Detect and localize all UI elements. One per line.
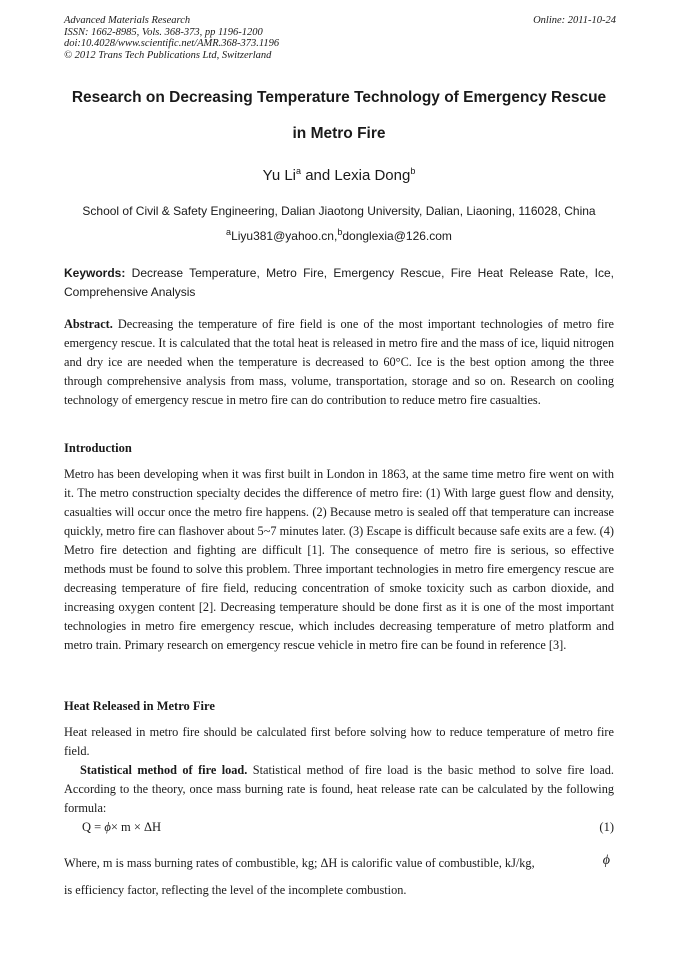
equation-1 (82, 820, 161, 835)
section-heading-introduction: Introduction (64, 441, 132, 455)
email-b-mark: b (337, 227, 343, 237)
journal-name: Advanced Materials Research (64, 15, 191, 26)
subsection-heading-statistical-method: Statistical method of fire load. (80, 763, 248, 777)
where-clause-line-2: is efficiency factor, reflecting the level of the incomplete combustion. (64, 883, 407, 897)
where-text-1: Where, m is mass burning rates of combustible, kg; ΔH is calorific value of combustible, kJ/kg, (64, 856, 535, 870)
author-list (0, 166, 678, 184)
email-a: Liyu381@yahoo.cn, (231, 229, 338, 243)
author-1-affil-mark: a (296, 166, 302, 176)
doi-line: doi:10.4028/www.scientific.net/AMR.368-373.1196 (64, 38, 280, 49)
author-conjunction: and (301, 167, 335, 184)
issn-line: ISSN: 1662-8985, Vols. 368-373, pp 1196-1200 (64, 26, 263, 38)
keywords-label: Keywords: (64, 266, 126, 280)
paper-title-line-2: in Metro Fire (292, 125, 386, 142)
keywords (64, 264, 614, 302)
formula-phi: ϕ (104, 820, 111, 834)
introduction-paragraph: Metro has been developing when it was first built in London in 1863, at the same time metro fire went on with it. The metro construction specialty decides the difference of metro fire: (1) With large guest flow and density, casualties will occur once the metro fire happens. (2) Because metro is sealed off that temperature can increase quickly, metro fire can flashover about 5~7 minutes later. (3) Escape is difficult because safe exits are a few. (4) Metro fire detection and fighting are difficult [1]. The consequence of metro fire is serious, so effective methods must be found to solve this problem. Three important technologies in metro fire emergency rescue are decreasing temperature of fire field, reducing concentration of smoke toxicity such as carbon dioxide, and increasing oxygen content [2]. Decreasing temperature should be done first as it is one of the most important technologies in metro fire emergency rescue, which includes decreasing temperature of metro platform and metro train. Primary research on emergency rescue vehicle in metro fire can be found in reference [3]. (64, 467, 614, 652)
author-2: Lexia Dong (334, 167, 411, 184)
abstract-text: Decreasing the temperature of fire field is one of the most important technologies of metro fire emergency rescue. It is calculated that the total heat is released in metro fire and the mass of ice, liquid nitrogen and dry ice are needed when the temperature is decreased to 60°C. Ice is the best option among the three through comprehensive analysis from mass, volume, transportation, storage and so on. Research on cooling technology of emergency rescue in metro fire can do contribution to reduce metro fire casualties. (64, 317, 614, 407)
author-2-affil-mark: b (410, 166, 416, 176)
online-date: Online: 2011-10-24 (533, 15, 616, 26)
section-heading-heat-released: Heat Released in Metro Fire (64, 699, 215, 713)
statistical-method-text: Statistical method of fire load is the basic method to solve fire load. According to the theory, once mass burning rate is found, heat release rate can be calculated by the following formula: (64, 763, 614, 815)
abstract (64, 315, 614, 410)
email-b: donglexia@126.com (342, 229, 452, 243)
abstract-label: Abstract. (64, 317, 113, 331)
copyright-line: © 2012 Trans Tech Publications Ltd, Switzerland (64, 49, 272, 61)
keywords-text: Decrease Temperature, Metro Fire, Emergency Rescue, Fire Heat Release Rate, Ice, Comprehensive Analysis (64, 266, 614, 299)
email-a-mark: a (226, 227, 232, 237)
journal-header (64, 15, 616, 61)
where-clause-line-1 (64, 853, 614, 871)
formula-lhs: Q = (82, 820, 105, 834)
heat-released-paragraph: Heat released in metro fire should be calculated first before solving how to reduce temperature of metro fire field. (64, 725, 614, 758)
formula-rhs: × m × ΔH (110, 820, 162, 834)
author-1: Yu Li (262, 167, 297, 184)
affiliation: School of Civil & Safety Engineering, Dalian Jiaotong University, Dalian, Liaoning, 116028, China (82, 204, 596, 218)
author-emails (0, 227, 678, 243)
statistical-method-paragraph (64, 761, 614, 818)
where-phi-symbol: ϕ (602, 853, 610, 868)
equation-number: (1) (599, 820, 614, 834)
paper-title-line-1: Research on Decreasing Temperature Technology of Emergency Rescue (71, 89, 607, 106)
